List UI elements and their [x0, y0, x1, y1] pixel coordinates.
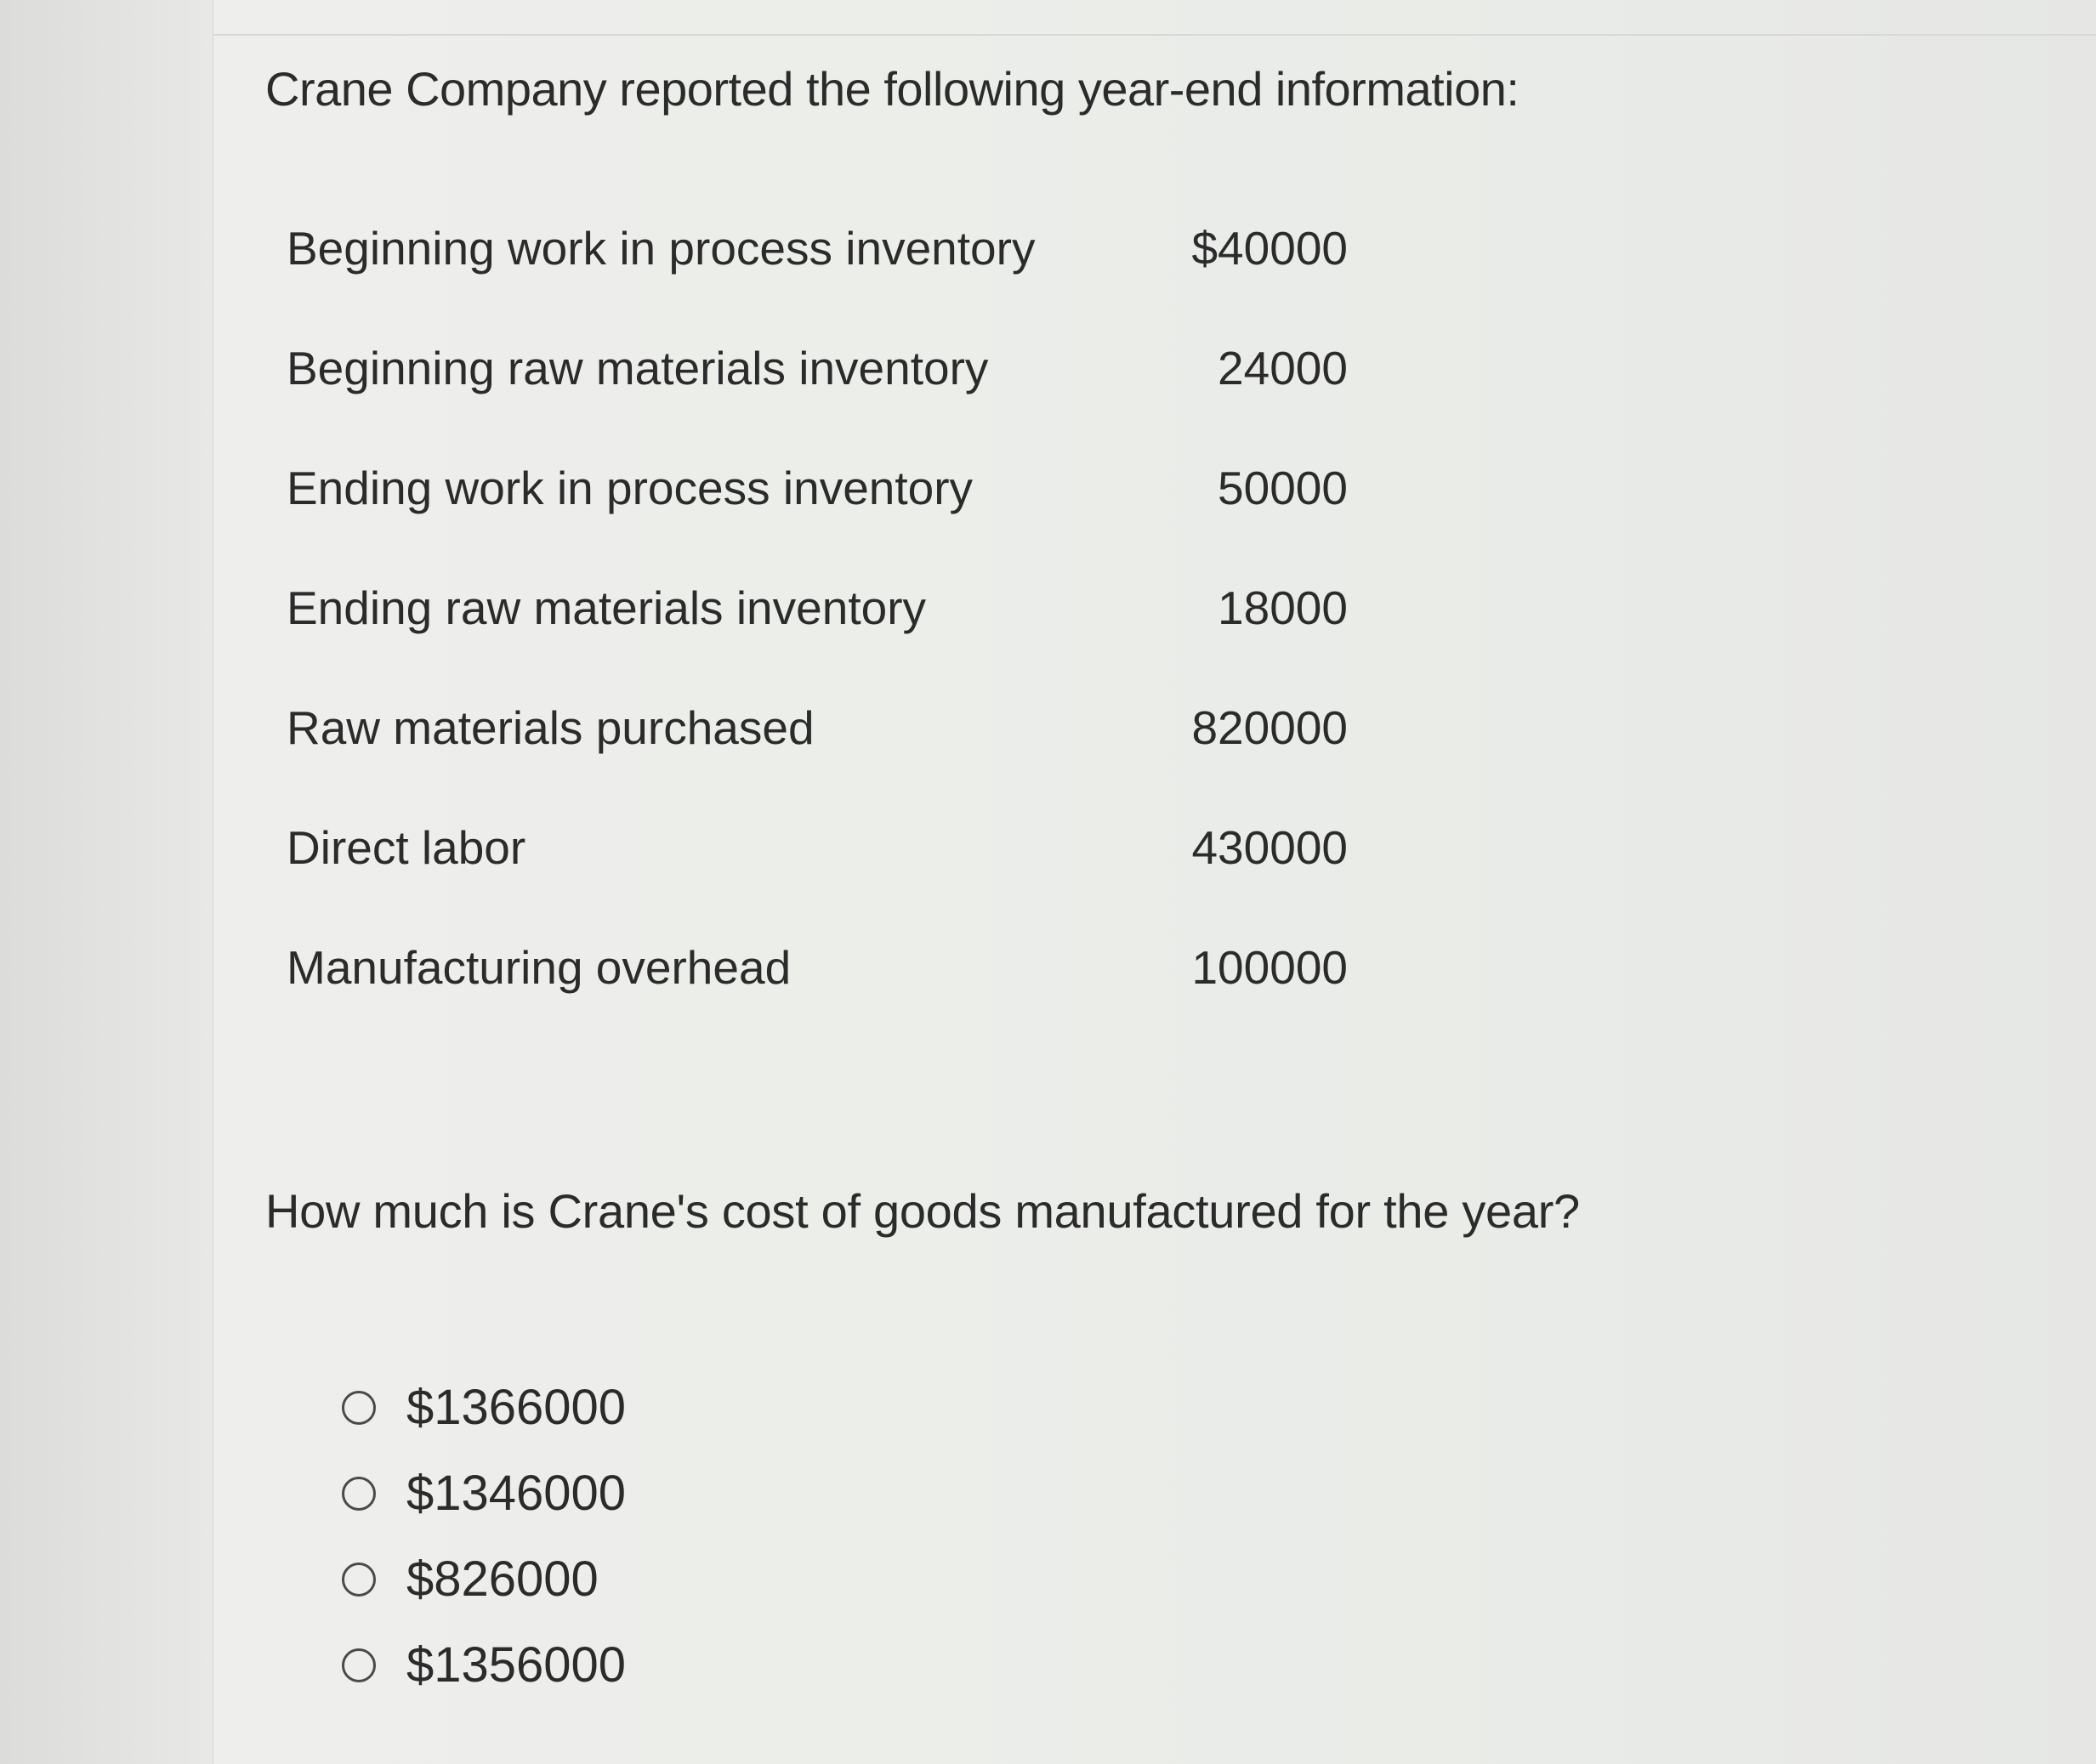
row-label: Ending raw materials inventory [287, 581, 927, 634]
row-value: 50000 [1218, 462, 1348, 514]
table-row [287, 341, 1392, 461]
table-row [287, 221, 1392, 341]
row-label: Raw materials purchased [287, 701, 815, 754]
option-label[interactable]: $826000 [406, 1551, 599, 1607]
table-row [287, 700, 1392, 820]
option-label[interactable]: $1366000 [406, 1380, 627, 1435]
option-label[interactable]: $1346000 [406, 1466, 627, 1521]
question-prompt: How much is Crane's cost of goods manufactured for the year? [265, 1184, 1580, 1238]
option-label[interactable]: $1356000 [406, 1637, 627, 1693]
table-row [287, 461, 1392, 581]
table-row [287, 820, 1392, 940]
row-value: 100000 [1191, 941, 1348, 994]
row-label: Beginning raw materials inventory [287, 342, 989, 394]
radio-button[interactable] [342, 1648, 376, 1682]
radio-button[interactable] [342, 1563, 376, 1597]
radio-button[interactable] [342, 1477, 376, 1511]
row-label: Ending work in process inventory [287, 462, 974, 514]
row-label: Manufacturing overhead [287, 941, 792, 994]
row-value: 24000 [1218, 342, 1348, 394]
question-panel [214, 36, 2096, 1764]
row-value: 430000 [1191, 821, 1348, 874]
row-label: Beginning work in process inventory [287, 222, 1036, 275]
data-table [287, 221, 1392, 1060]
left-margin [0, 0, 213, 1764]
row-value: 18000 [1218, 581, 1348, 634]
question-intro: Crane Company reported the following year-end information: [265, 62, 1519, 116]
row-value: 820000 [1191, 701, 1348, 754]
table-row [287, 940, 1392, 1060]
row-label: Direct labor [287, 821, 526, 874]
radio-button[interactable] [342, 1391, 376, 1425]
table-row [287, 581, 1392, 700]
row-value: $40000 [1191, 222, 1348, 275]
